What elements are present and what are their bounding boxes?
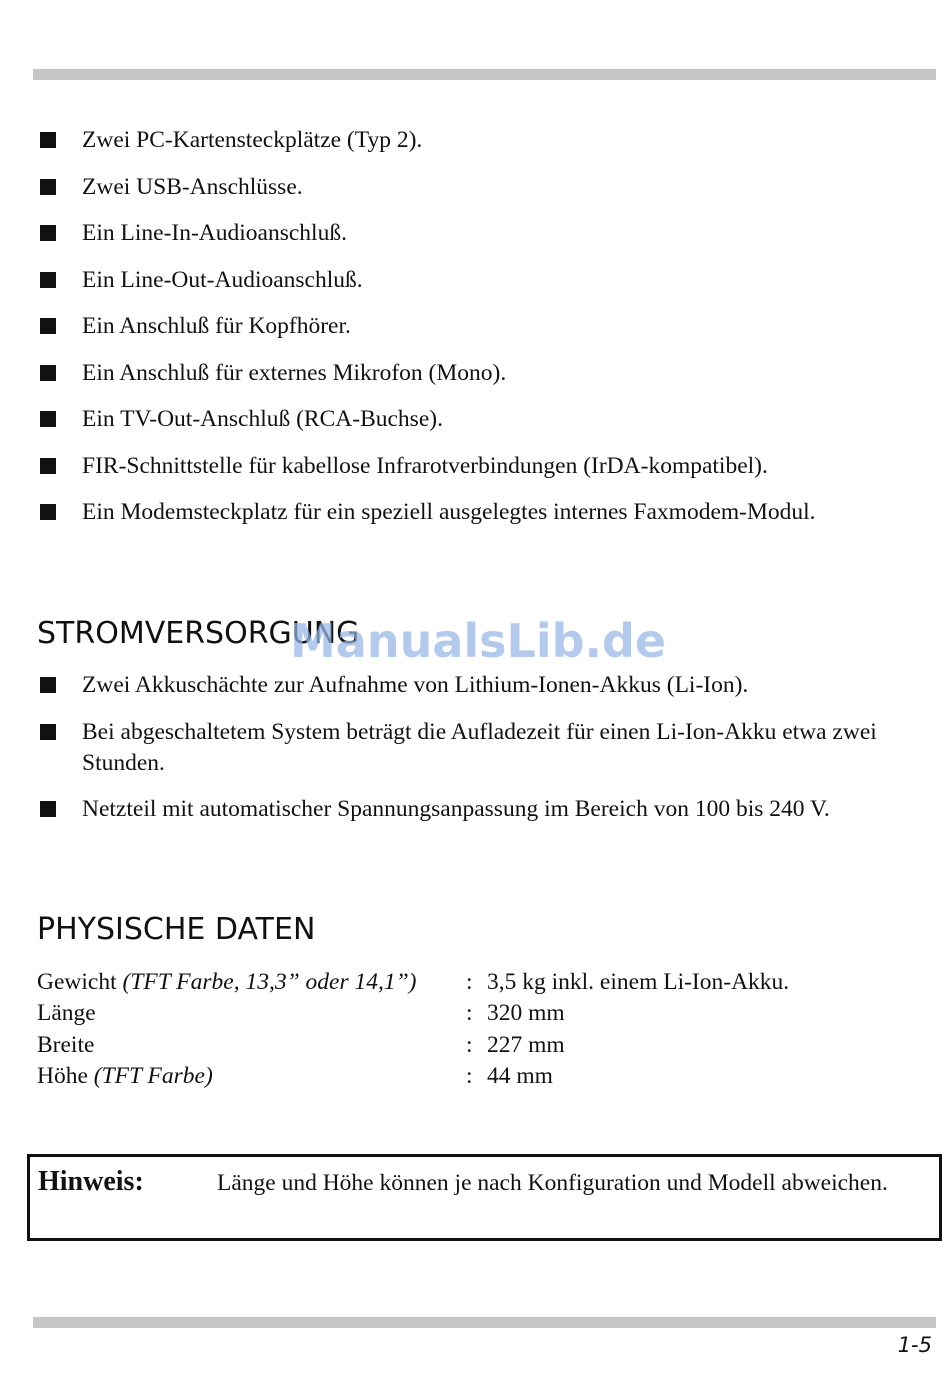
spec-value: 227 mm — [487, 1031, 565, 1058]
square-bullet-icon — [40, 458, 56, 474]
section-heading-physical: PHYSISCHE DATEN — [37, 912, 316, 947]
note-label: Hinweis: — [38, 1166, 144, 1197]
spec-table — [37, 967, 917, 1092]
square-bullet-icon — [40, 677, 56, 693]
list-item-text: Ein Line-In-Audioanschluß. — [82, 220, 347, 246]
watermark: ManualsLib.de — [290, 614, 667, 668]
top-rule — [33, 69, 936, 80]
list-item-text: FIR-Schnittstelle für kabellose Infrarotverbindungen (IrDA-kompatibel). — [82, 452, 768, 479]
spec-label: Breite — [37, 1031, 95, 1058]
list-item-text: Ein Anschluß für externes Mikrofon (Mono). — [82, 359, 507, 386]
power-list — [38, 670, 918, 841]
spec-separator: : — [466, 969, 473, 995]
list-item — [38, 172, 918, 203]
square-bullet-icon — [40, 724, 56, 740]
spec-label: Höhe (TFT Farbe) — [37, 1062, 213, 1089]
spec-row-length — [37, 998, 917, 1029]
bottom-rule — [33, 1317, 936, 1328]
spec-separator: : — [466, 1062, 473, 1089]
list-item — [38, 670, 918, 701]
spec-separator: : — [466, 1000, 473, 1027]
list-item-text: Ein Anschluß für Kopfhörer. — [82, 313, 351, 339]
spec-qualifier: (TFT Farbe) — [93, 1062, 213, 1089]
square-bullet-icon — [40, 179, 56, 195]
square-bullet-icon — [40, 504, 56, 520]
list-item — [38, 218, 918, 249]
list-item-text: Zwei Akkuschächte zur Aufnahme von Lithium-Ionen-Akkus (Li-Ion). — [82, 672, 749, 698]
list-item — [38, 717, 918, 779]
square-bullet-icon — [40, 225, 56, 241]
spec-separator: : — [466, 1031, 473, 1058]
spec-qualifier: (TFT Farbe, 13,3” oder 14,1”) — [122, 969, 417, 995]
square-bullet-icon — [40, 801, 56, 817]
spec-value: 44 mm — [487, 1062, 553, 1089]
square-bullet-icon — [40, 411, 56, 427]
spec-value: 3,5 kg inkl. einem Li-Ion-Akku. — [487, 969, 790, 995]
list-item — [38, 311, 918, 342]
spec-row-width — [37, 1030, 917, 1061]
list-item-text: Ein TV-Out-Anschluß (RCA-Buchse). — [82, 406, 443, 432]
spec-value: 320 mm — [487, 1000, 565, 1027]
spec-row-height — [37, 1061, 917, 1092]
list-item — [38, 794, 918, 825]
spec-row-weight — [37, 967, 917, 998]
page-number: 1-5 — [897, 1333, 932, 1357]
section-heading-power: STROMVERSORGUNG — [37, 616, 360, 651]
list-item-text: Bei abgeschaltetem System beträgt die Aufladezeit für einen Li-Ion-Akku etwa zwei Stunden. — [82, 718, 877, 776]
square-bullet-icon — [40, 365, 56, 381]
note-box — [27, 1154, 942, 1241]
list-item-text: Zwei USB-Anschlüsse. — [82, 173, 303, 200]
list-item — [38, 358, 918, 389]
spec-label: Gewicht (TFT Farbe, 13,3” oder 14,1”) — [37, 969, 417, 995]
list-item-text: Ein Modemsteckplatz für ein speziell ausgelegtes internes Faxmodem-Modul. — [82, 499, 816, 525]
list-item-text: Zwei PC-Kartensteckplätze (Typ 2). — [82, 127, 423, 153]
list-item — [38, 497, 918, 528]
list-item — [38, 404, 918, 435]
note-text: Länge und Höhe können je nach Konfiguration und Modell abweichen. — [217, 1170, 888, 1196]
feature-list — [38, 125, 918, 544]
list-item — [38, 265, 918, 296]
square-bullet-icon — [40, 318, 56, 334]
list-item — [38, 451, 918, 482]
list-item-text: Netzteil mit automatischer Spannungsanpassung im Bereich von 100 bis 240 V. — [82, 796, 830, 822]
spec-label: Länge — [37, 1000, 96, 1027]
square-bullet-icon — [40, 272, 56, 288]
square-bullet-icon — [40, 132, 56, 148]
list-item-text: Ein Line-Out-Audioanschluß. — [82, 266, 363, 293]
list-item — [38, 125, 918, 156]
